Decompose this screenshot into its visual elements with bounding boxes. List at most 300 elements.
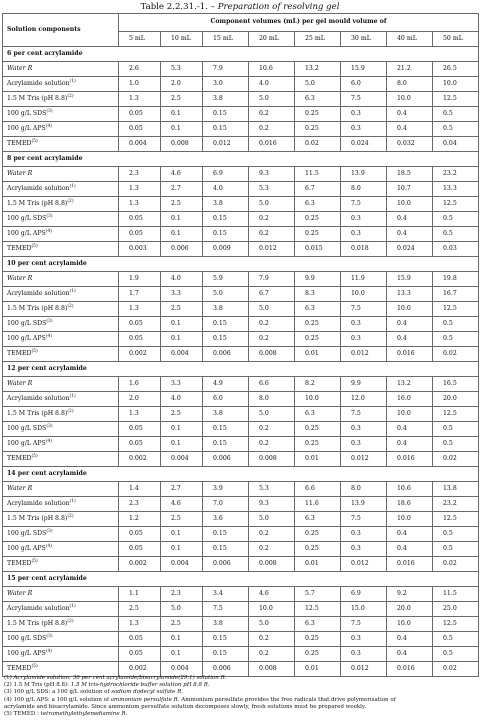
table-title-italic: Preparation of resolving gel (217, 2, 340, 12)
table-row (3, 632, 479, 647)
table-cell: 0.25 (295, 107, 341, 122)
footnotes (4, 675, 476, 718)
table-cell: 5.7 (295, 587, 341, 602)
footnote-line (4, 697, 476, 704)
table-cell: 0.5 (433, 527, 479, 542)
row-label-cell (3, 392, 119, 407)
table-cell: 0.1 (161, 332, 203, 347)
table-cell: 0.25 (295, 122, 341, 137)
table-cell: 0.3 (341, 527, 387, 542)
table-row (3, 617, 479, 632)
table-cell: 5.3 (161, 62, 203, 77)
row-label: 100 g/L SDS (7, 424, 47, 432)
table-cell: 0.25 (295, 527, 341, 542)
table-cell: 0.05 (119, 437, 161, 452)
table-cell: 0.5 (433, 647, 479, 662)
table-cell: 0.1 (161, 317, 203, 332)
table-cell: 12.5 (433, 407, 479, 422)
table-cell: 0.1 (161, 212, 203, 227)
table-cell: 7.0 (203, 497, 249, 512)
row-label-cell (3, 407, 119, 422)
table-cell: 2.7 (161, 182, 203, 197)
row-label: Acrylamide solution (7, 79, 70, 87)
table-cell: 13.3 (387, 287, 433, 302)
table-cell: 0.002 (119, 347, 161, 362)
table-cell: 0.2 (249, 332, 295, 347)
table-cell: 0.4 (387, 332, 433, 347)
table-cell: 4.0 (249, 77, 295, 92)
table-row (3, 602, 479, 617)
table-cell: 18.6 (387, 497, 433, 512)
table-cell: 0.009 (203, 242, 249, 257)
table-cell: 10.0 (387, 407, 433, 422)
table-cell: 0.002 (119, 452, 161, 467)
table-cell: 0.004 (161, 557, 203, 572)
table-cell: 10.0 (249, 602, 295, 617)
table-cell: 7.5 (341, 302, 387, 317)
table-cell: 4.6 (161, 167, 203, 182)
table-cell: 2.5 (161, 617, 203, 632)
table-cell: 10.0 (387, 512, 433, 527)
row-label: 100 g/L APS (7, 544, 46, 552)
table-cell: 0.01 (295, 347, 341, 362)
footnote-ref: (3) (46, 108, 53, 114)
table-cell: 0.4 (387, 317, 433, 332)
table-cell: 0.008 (249, 662, 295, 677)
table-cell: 2.0 (161, 77, 203, 92)
table-cell: 13.8 (433, 482, 479, 497)
row-label: Water R (7, 484, 33, 492)
table-cell: 0.1 (161, 107, 203, 122)
row-label: Acrylamide solution (7, 394, 70, 402)
table-row (3, 407, 479, 422)
table-cell: 15.0 (341, 602, 387, 617)
footnote-ref: (2) (67, 303, 74, 309)
table-cell: 6.3 (295, 407, 341, 422)
row-label: 100 g/L SDS (7, 634, 47, 642)
table-cell: 0.006 (203, 347, 249, 362)
table-cell: 0.5 (433, 317, 479, 332)
table-cell: 0.05 (119, 212, 161, 227)
row-label: 100 g/L APS (7, 229, 46, 237)
header-volume: 30 mL (341, 32, 387, 47)
footnote-ref: (1) (69, 393, 76, 399)
table-row (3, 212, 479, 227)
footnote-ref: (5) (31, 243, 38, 249)
row-label: 100 g/L SDS (7, 319, 47, 327)
table-cell: 1.4 (119, 482, 161, 497)
footnote-ref: (2) (67, 408, 74, 414)
table-cell: 1.0 (119, 77, 161, 92)
table-cell: 0.2 (249, 122, 295, 137)
table-cell: 19.8 (433, 272, 479, 287)
row-label: TEMED (7, 454, 32, 462)
table-cell: 4.0 (161, 272, 203, 287)
table-cell: 0.25 (295, 632, 341, 647)
row-label-cell (3, 347, 119, 362)
table-cell: 25.0 (433, 602, 479, 617)
table-cell: 0.05 (119, 542, 161, 557)
row-label-cell (3, 377, 119, 392)
table-row (3, 437, 479, 452)
table-cell: 0.2 (249, 437, 295, 452)
table-cell: 3.8 (203, 617, 249, 632)
table-row (3, 107, 479, 122)
row-label-cell (3, 107, 119, 122)
table-row (3, 512, 479, 527)
table-cell: 0.3 (341, 212, 387, 227)
table-cell: 3.8 (203, 197, 249, 212)
table-cell: 0.3 (341, 227, 387, 242)
row-label-cell (3, 452, 119, 467)
table-cell: 2.5 (161, 197, 203, 212)
table-cell: 10.0 (387, 617, 433, 632)
table-cell: 0.006 (203, 662, 249, 677)
table-cell: 16.5 (433, 377, 479, 392)
row-label-cell (3, 92, 119, 107)
table-cell: 8.0 (341, 182, 387, 197)
table-cell: 12.5 (433, 512, 479, 527)
table-cell: 2.5 (161, 92, 203, 107)
row-label: 100 g/L SDS (7, 529, 47, 537)
row-label: TEMED (7, 559, 32, 567)
table-cell: 0.002 (119, 662, 161, 677)
footnote-ref: (2) (67, 198, 74, 204)
footnote-ref: (5) (31, 453, 38, 459)
row-label: 100 g/L APS (7, 334, 46, 342)
row-label-cell (3, 422, 119, 437)
table-cell: 0.3 (341, 632, 387, 647)
table-cell: 1.3 (119, 302, 161, 317)
row-label-cell (3, 587, 119, 602)
table-cell: 16.0 (387, 392, 433, 407)
table-cell: 0.4 (387, 632, 433, 647)
table-cell: 0.4 (387, 122, 433, 137)
table-cell: 0.006 (203, 557, 249, 572)
footnote-ref: (5) (31, 663, 38, 669)
table-cell: 8.0 (341, 482, 387, 497)
table-cell: 12.5 (295, 602, 341, 617)
table-cell: 12.5 (433, 617, 479, 632)
row-label-cell (3, 182, 119, 197)
table-cell: 12.0 (341, 392, 387, 407)
row-label: 100 g/L SDS (7, 214, 47, 222)
table-cell: 12.5 (433, 92, 479, 107)
table-cell: 2.7 (161, 482, 203, 497)
header-volume: 50 mL (433, 32, 479, 47)
table-cell: 12.5 (433, 302, 479, 317)
table-cell: 0.4 (387, 212, 433, 227)
row-label-cell (3, 197, 119, 212)
table-cell: 7.9 (203, 62, 249, 77)
table-cell: 0.4 (387, 422, 433, 437)
table-cell: 15.9 (387, 272, 433, 287)
row-label: TEMED (7, 664, 32, 672)
table-row (3, 287, 479, 302)
table-cell: 0.5 (433, 437, 479, 452)
table-cell: 0.15 (203, 422, 249, 437)
table-cell: 0.003 (119, 242, 161, 257)
section-row (3, 467, 479, 482)
table-cell: 3.3 (161, 377, 203, 392)
row-label-cell (3, 122, 119, 137)
table-cell: 9.9 (295, 272, 341, 287)
header-component-col: Solution components (3, 14, 119, 47)
footnote-line (4, 689, 476, 696)
table-row (3, 587, 479, 602)
table-cell: 0.05 (119, 422, 161, 437)
table-cell: 2.0 (119, 392, 161, 407)
table-cell: 0.5 (433, 227, 479, 242)
table-cell: 10.6 (249, 62, 295, 77)
table-cell: 3.8 (203, 302, 249, 317)
table-cell: 5.0 (249, 197, 295, 212)
row-label: 100 g/L SDS (7, 109, 47, 117)
footnote-prefix: (5) TEMED : (4, 711, 41, 718)
footnote-ref: (1) (69, 288, 76, 294)
table-cell: 5.9 (203, 272, 249, 287)
row-label-cell (3, 527, 119, 542)
section-title: 10 per cent acrylamide (3, 257, 479, 272)
footnote-prefix: (2) 1.5 M Tris (pH 8.8): (4, 682, 71, 689)
table-cell: 5.0 (249, 617, 295, 632)
table-cell: 0.002 (119, 557, 161, 572)
table-cell: 0.2 (249, 422, 295, 437)
table-cell: 0.01 (295, 452, 341, 467)
table-cell: 5.0 (249, 92, 295, 107)
row-label-cell (3, 167, 119, 182)
table-cell: 9.9 (341, 377, 387, 392)
row-label-cell (3, 617, 119, 632)
table-cell: 0.25 (295, 212, 341, 227)
table-cell: 0.03 (433, 242, 479, 257)
table-cell: 0.05 (119, 107, 161, 122)
footnote-suffix: Ammonium persulfate provides the free radicals that drive polymerisation of (179, 696, 396, 703)
table-cell: 26.5 (433, 62, 479, 77)
table-cell: 0.05 (119, 317, 161, 332)
footnote-text: tetramethylethylenediamine R. (40, 711, 128, 718)
table-cell: 3.8 (203, 92, 249, 107)
table-cell: 0.5 (433, 422, 479, 437)
footnote-ref: (2) (67, 93, 74, 99)
footnote-text: sodium dodecyl sulfate R. (111, 689, 184, 696)
footnote-ref: (5) (31, 558, 38, 564)
table-cell: 1.2 (119, 512, 161, 527)
table-cell: 0.1 (161, 422, 203, 437)
table-cell: 0.01 (295, 557, 341, 572)
row-label-cell (3, 632, 119, 647)
row-label: Water R (7, 274, 33, 282)
table-cell: 0.25 (295, 437, 341, 452)
table-cell: 10.0 (295, 392, 341, 407)
footnote-ref: (5) (31, 348, 38, 354)
footnote-ref: (5) (31, 138, 38, 144)
table-cell: 0.02 (295, 137, 341, 152)
row-label-cell (3, 212, 119, 227)
footnote-line (4, 704, 476, 711)
table-cell: 0.2 (249, 527, 295, 542)
table-cell: 3.3 (161, 287, 203, 302)
table-cell: 6.9 (341, 587, 387, 602)
table-cell: 23.2 (433, 167, 479, 182)
table-row (3, 227, 479, 242)
table-cell: 21.2 (387, 62, 433, 77)
table-cell: 8.3 (295, 287, 341, 302)
row-label: 1.5 M Tris (pH 8.8) (7, 199, 68, 207)
footnote-ref: (1) (69, 603, 76, 609)
table-cell: 7.5 (341, 197, 387, 212)
table-cell: 2.3 (119, 167, 161, 182)
row-label: Water R (7, 589, 33, 597)
table-cell: 1.3 (119, 407, 161, 422)
table-cell: 6.0 (341, 77, 387, 92)
table-cell: 3.9 (203, 482, 249, 497)
table-cell: 0.004 (161, 452, 203, 467)
footnote-ref: (4) (45, 438, 53, 444)
table-row (3, 377, 479, 392)
table-cell: 11.5 (295, 167, 341, 182)
table-cell: 0.05 (119, 647, 161, 662)
table-row (3, 77, 479, 92)
table-cell: 5.0 (249, 302, 295, 317)
table-cell: 0.5 (433, 122, 479, 137)
footnote-ref: (1) (69, 78, 76, 84)
row-label-cell (3, 602, 119, 617)
table-row (3, 452, 479, 467)
table-cell: 5.3 (249, 482, 295, 497)
table-cell: 20.0 (387, 602, 433, 617)
table-cell: 3.4 (203, 587, 249, 602)
row-label: 100 g/L APS (7, 439, 46, 447)
table-row (3, 392, 479, 407)
table-cell: 6.0 (203, 392, 249, 407)
table-cell: 0.2 (249, 542, 295, 557)
table-row (3, 497, 479, 512)
table-row (3, 347, 479, 362)
table-cell: 0.02 (433, 452, 479, 467)
header-row (3, 14, 479, 32)
table-cell: 11.5 (433, 587, 479, 602)
table-cell: 0.004 (119, 137, 161, 152)
table-cell: 7.5 (341, 92, 387, 107)
table-cell: 20.0 (433, 392, 479, 407)
row-label-cell (3, 287, 119, 302)
footnote-prefix: (4) 100 g/L APS: a 100 g/L solution of (4, 696, 111, 703)
header-group-label: Component volumes (mL) per gel mould volume of (119, 14, 479, 32)
table-cell: 0.25 (295, 422, 341, 437)
table-cell: 0.3 (341, 647, 387, 662)
resolving-gel-table (2, 13, 479, 677)
table-cell: 6.3 (295, 197, 341, 212)
table-row (3, 197, 479, 212)
table-cell: 0.25 (295, 227, 341, 242)
table-cell: 1.3 (119, 182, 161, 197)
table-cell: 0.3 (341, 542, 387, 557)
section-row (3, 152, 479, 167)
table-cell: 11.9 (341, 272, 387, 287)
row-label-cell (3, 302, 119, 317)
table-cell: 0.024 (341, 137, 387, 152)
table-cell: 0.25 (295, 317, 341, 332)
table-cell: 0.4 (387, 227, 433, 242)
table-cell: 5.0 (161, 602, 203, 617)
table-cell: 0.2 (249, 647, 295, 662)
footnote-ref: (1) (69, 183, 76, 189)
row-label: 100 g/L APS (7, 124, 46, 132)
table-cell: 0.4 (387, 527, 433, 542)
table-cell: 4.0 (161, 392, 203, 407)
table-cell: 0.05 (119, 632, 161, 647)
table-row (3, 422, 479, 437)
table-cell: 0.02 (433, 557, 479, 572)
row-label: 100 g/L APS (7, 649, 46, 657)
row-label: 1.5 M Tris (pH 8.8) (7, 409, 68, 417)
table-cell: 23.2 (433, 497, 479, 512)
row-label-cell (3, 137, 119, 152)
header-volume: 25 mL (295, 32, 341, 47)
table-cell: 0.006 (161, 242, 203, 257)
header-volume: 15 mL (203, 32, 249, 47)
table-cell: 0.012 (341, 557, 387, 572)
table-cell: 0.5 (433, 332, 479, 347)
table-cell: 13.2 (295, 62, 341, 77)
table-cell: 13.3 (433, 182, 479, 197)
table-row (3, 332, 479, 347)
table-cell: 0.1 (161, 632, 203, 647)
table-cell: 0.15 (203, 647, 249, 662)
table-row (3, 182, 479, 197)
row-label-cell (3, 332, 119, 347)
table-cell: 0.4 (387, 542, 433, 557)
row-label: Water R (7, 379, 33, 387)
table-cell: 5.3 (249, 182, 295, 197)
table-cell: 6.6 (249, 377, 295, 392)
table-cell: 6.3 (295, 617, 341, 632)
table-row (3, 542, 479, 557)
table-cell: 1.3 (119, 617, 161, 632)
footnote-ref: (3) (46, 213, 53, 219)
footnote-ref: (4) (45, 333, 53, 339)
table-row (3, 482, 479, 497)
table-cell: 1.7 (119, 287, 161, 302)
footnote-ref: (4) (45, 543, 53, 549)
table-cell: 8.2 (295, 377, 341, 392)
row-label: 1.5 M Tris (pH 8.8) (7, 619, 68, 627)
table-cell: 0.008 (249, 452, 295, 467)
footnote-prefix: (3) 100 g/L SDS: a 100 g/L solution of (4, 689, 112, 696)
footnote-ref: (3) (46, 318, 53, 324)
footnote-line (4, 711, 476, 718)
row-label-cell (3, 62, 119, 77)
table-cell: 4.9 (203, 377, 249, 392)
table-cell: 13.2 (387, 377, 433, 392)
table-cell: 2.5 (161, 407, 203, 422)
table-cell: 0.05 (119, 332, 161, 347)
footnote-ref: (3) (46, 423, 53, 429)
table-cell: 1.3 (119, 197, 161, 212)
table-cell: 15.9 (341, 62, 387, 77)
row-label: Acrylamide solution (7, 499, 70, 507)
table-cell: 0.1 (161, 542, 203, 557)
section-row (3, 572, 479, 587)
section-title: 15 per cent acrylamide (3, 572, 479, 587)
table-cell: 0.012 (341, 662, 387, 677)
table-cell: 0.4 (387, 647, 433, 662)
footnote-text: Acrylamide solution: 30 per cent acrylamide/bisacrylamide(29:1) solution R. (13, 675, 227, 681)
section-title: 8 per cent acrylamide (3, 152, 479, 167)
table-cell: 0.3 (341, 422, 387, 437)
table-cell: 3.8 (203, 407, 249, 422)
